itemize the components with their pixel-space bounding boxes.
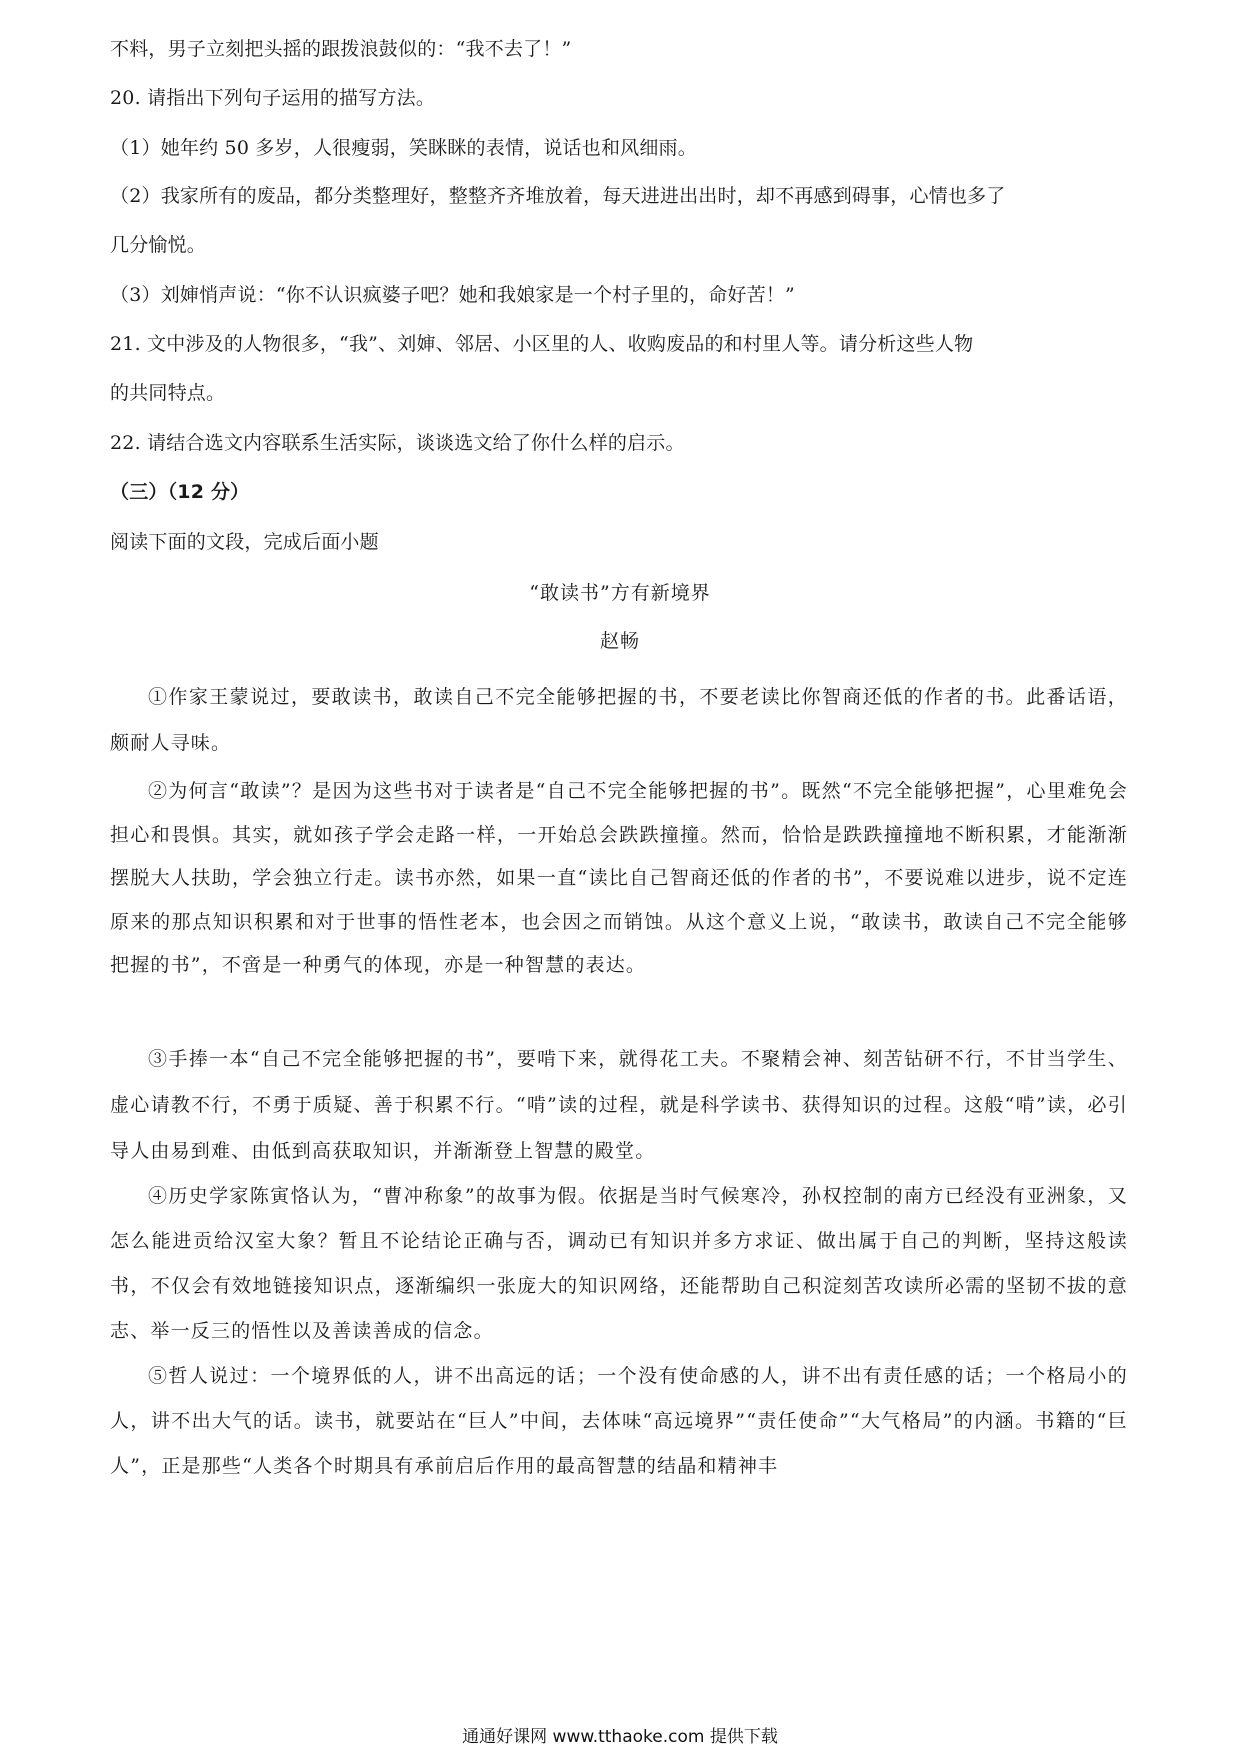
article-paragraph-1 <box>110 674 1128 766</box>
question-21: 21. 文中涉及的人物很多，“我”、刘婶、邻居、小区里的人、收购废品的和村里人等。请分析这些人物 <box>110 333 974 355</box>
article-paragraph-2 <box>110 770 1128 988</box>
article-paragraph-3 <box>110 1036 1128 1174</box>
paragraph-text: ③手捧一本“自己不完全能够把握的书”，要啃下来，就得花工夫。不聚精会神、刻苦钻研不行，不甘当学生、虚心请教不行，不勇于质疑、善于积累不行。“啃”读的过程，就是科学读书、获得知识的过程。这般“啃”读，必引导人由易到难、由低到高获取知识，并渐渐登上智慧的殿堂。 <box>110 1048 1128 1162</box>
question-20-item-2-cont: 几分愉悦。 <box>110 234 207 256</box>
question-20-item-3: （3）刘婶悄声说：“你不认识疯婆子吧？她和我娘家是一个村子里的，命好苦！” <box>110 284 795 306</box>
question-21-cont: 的共同特点。 <box>110 382 226 404</box>
question-20-item-2: （2）我家所有的废品，都分类整理好，整整齐齐堆放着，每天进进出出时，却不再感到碍事，心情也多了 <box>110 185 1006 207</box>
article-author: 赵畅 <box>599 630 640 652</box>
question-22: 22. 请结合选文内容联系生活实际，谈谈选文给了你什么样的启示。 <box>110 432 685 454</box>
story-last-line: 不料，男子立刻把头摇的跟拨浪鼓似的：“我不去了！” <box>110 38 572 60</box>
article-title: “敢读书”方有新境界 <box>529 582 711 604</box>
section-instruction: 阅读下面的文段，完成后面小题 <box>110 531 379 553</box>
article-paragraph-5 <box>110 1354 1128 1489</box>
paragraph-text: ②为何言“敢读”？是因为这些书对于读者是“自己不完全能够把握的书”。既然“不完全能够把握”，心里难免会担心和畏惧。其实，就如孩子学会走路一样，一开始总会跌跌撞撞。然而，恰恰是跌跌撞撞地不断积累，才能渐渐摆脱大人扶助，学会独立行走。读书亦然，如果一直“读比自己智商还低的作者的书”，不要说难以进步，说不定连原来的那点知识积累和对于世事的悟性老本，也会因之而销蚀。从这个意义上说，“敢读书，敢读自己不完全能够把握的书”，不啻是一种勇气的体现，亦是一种智慧的表达。 <box>110 780 1128 976</box>
paragraph-text: ④历史学家陈寅恪认为，“曹冲称象”的故事为假。依据是当时气候寒冷，孙权控制的南方已经没有亚洲象，又怎么能进贡给汉室大象？暂且不论结论正确与否，调动已有知识并多方求证、做出属于自己的判断，坚持这般读书，不仅会有效地链接知识点，逐渐编织一张庞大的知识网络，还能帮助自己积淀刻苦攻读所必需的坚韧不拔的意志、举一反三的悟性以及善读善成的信念。 <box>110 1185 1128 1342</box>
paragraph-text: ⑤哲人说过：一个境界低的人，讲不出高远的话；一个没有使命感的人，讲不出有责任感的话；一个格局小的人，讲不出大气的话。读书，就要站在“巨人”中间，去体味“高远境界”“责任使命”“大气格局”的内涵。书籍的“巨人”，正是那些“人类各个时期具有承前启后作用的最高智慧的结晶和精神丰 <box>110 1365 1128 1477</box>
section-heading: （三）（12 分） <box>110 481 250 503</box>
question-20-item-1: （1）她年约 50 多岁，人很瘦弱，笑眯眯的表情，说话也和风细雨。 <box>110 137 697 159</box>
paragraph-text: ①作家王蒙说过，要敢读书，敢读自己不完全能够把握的书，不要老读比你智商还低的作者的书。此番话语，颇耐人寻味。 <box>110 686 1128 754</box>
article-paragraph-4 <box>110 1174 1128 1354</box>
page-footer: 通通好课网 www.tthaoke.com 提供下载 <box>462 1727 778 1747</box>
question-20: 20. 请指出下列句子运用的描写方法。 <box>110 87 436 109</box>
